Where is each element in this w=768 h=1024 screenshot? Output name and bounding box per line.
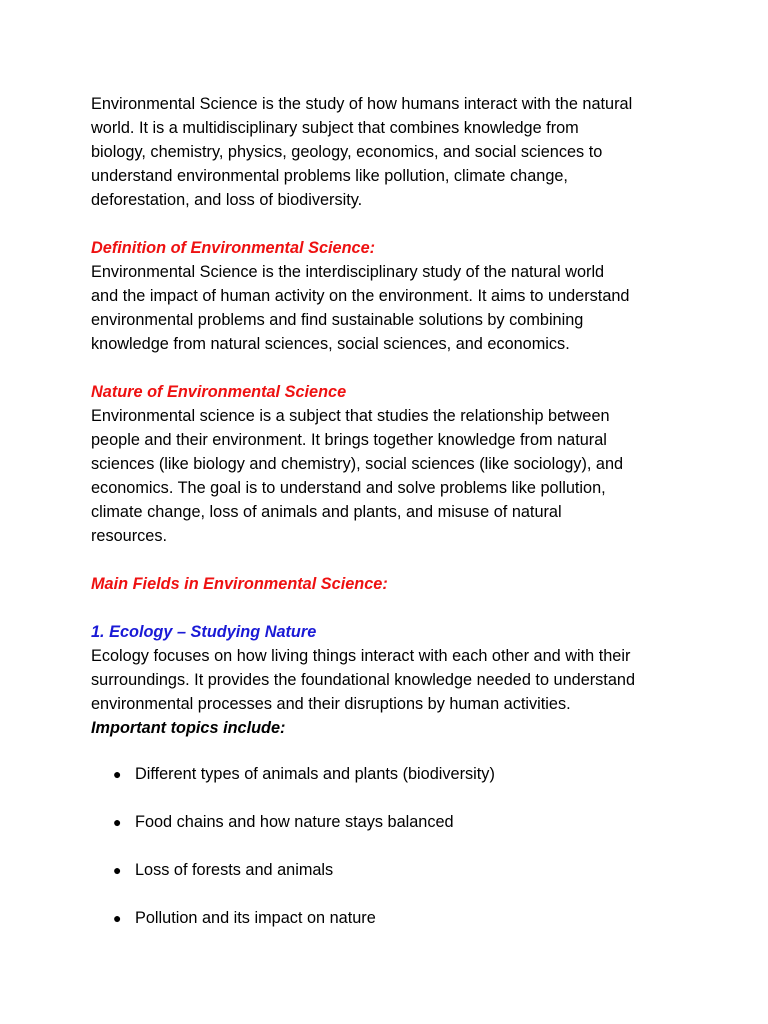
main-fields-heading: Main Fields in Environmental Science: <box>91 575 388 593</box>
ecology-heading: 1. Ecology – Studying Nature <box>91 623 317 641</box>
list-item-text: Pollution and its impact on nature <box>135 909 376 927</box>
list-item <box>91 810 691 834</box>
important-topics-label: Important topics include: <box>91 719 286 737</box>
nature-heading: Nature of Environmental Science <box>91 383 347 401</box>
list-item-text: Different types of animals and plants (biodiversity) <box>135 765 495 783</box>
definition-heading: Definition of Environmental Science: <box>91 239 376 257</box>
spacer <box>91 212 691 236</box>
list-item <box>91 858 691 882</box>
ecology-paragraph: Ecology focuses on how living things interact with each other and with their surroundings. It provides the foundational knowledge needed to understand environmental processes and their disruptions by human activities. <box>91 647 635 713</box>
bullet-icon: ● <box>113 814 122 830</box>
list-item-text: Food chains and how nature stays balanced <box>135 813 454 831</box>
list-item-text: Loss of forests and animals <box>135 861 334 879</box>
spacer <box>91 356 691 380</box>
nature-paragraph: Environmental science is a subject that studies the relationship between people and their environment. It brings together knowledge from natural sciences (like biology and chemistry), social sciences (like sociology), and economics. The goal is to understand and solve problems like pollution, climate change, loss of animals and plants, and misuse of natural resources. <box>91 407 624 545</box>
bullet-icon: ● <box>113 766 122 782</box>
spacer <box>91 548 691 572</box>
bullet-icon: ● <box>113 910 122 926</box>
bullet-icon: ● <box>113 862 122 878</box>
topics-list <box>91 762 691 930</box>
list-item <box>91 906 691 930</box>
intro-paragraph: Environmental Science is the study of how humans interact with the natural world. It is a multidisciplinary subject that combines knowledge from biology, chemistry, physics, geology, economics, and social sciences to understand environmental problems like pollution, climate change, deforestation, and loss of biodiversity. <box>91 95 633 209</box>
document-page <box>91 92 691 930</box>
list-item <box>91 762 691 786</box>
spacer <box>91 596 691 620</box>
definition-paragraph: Environmental Science is the interdisciplinary study of the natural world and the impact of human activity on the environment. It aims to understand environmental problems and find sustainable solutions by combining knowledge from natural sciences, social sciences, and economics. <box>91 263 630 353</box>
